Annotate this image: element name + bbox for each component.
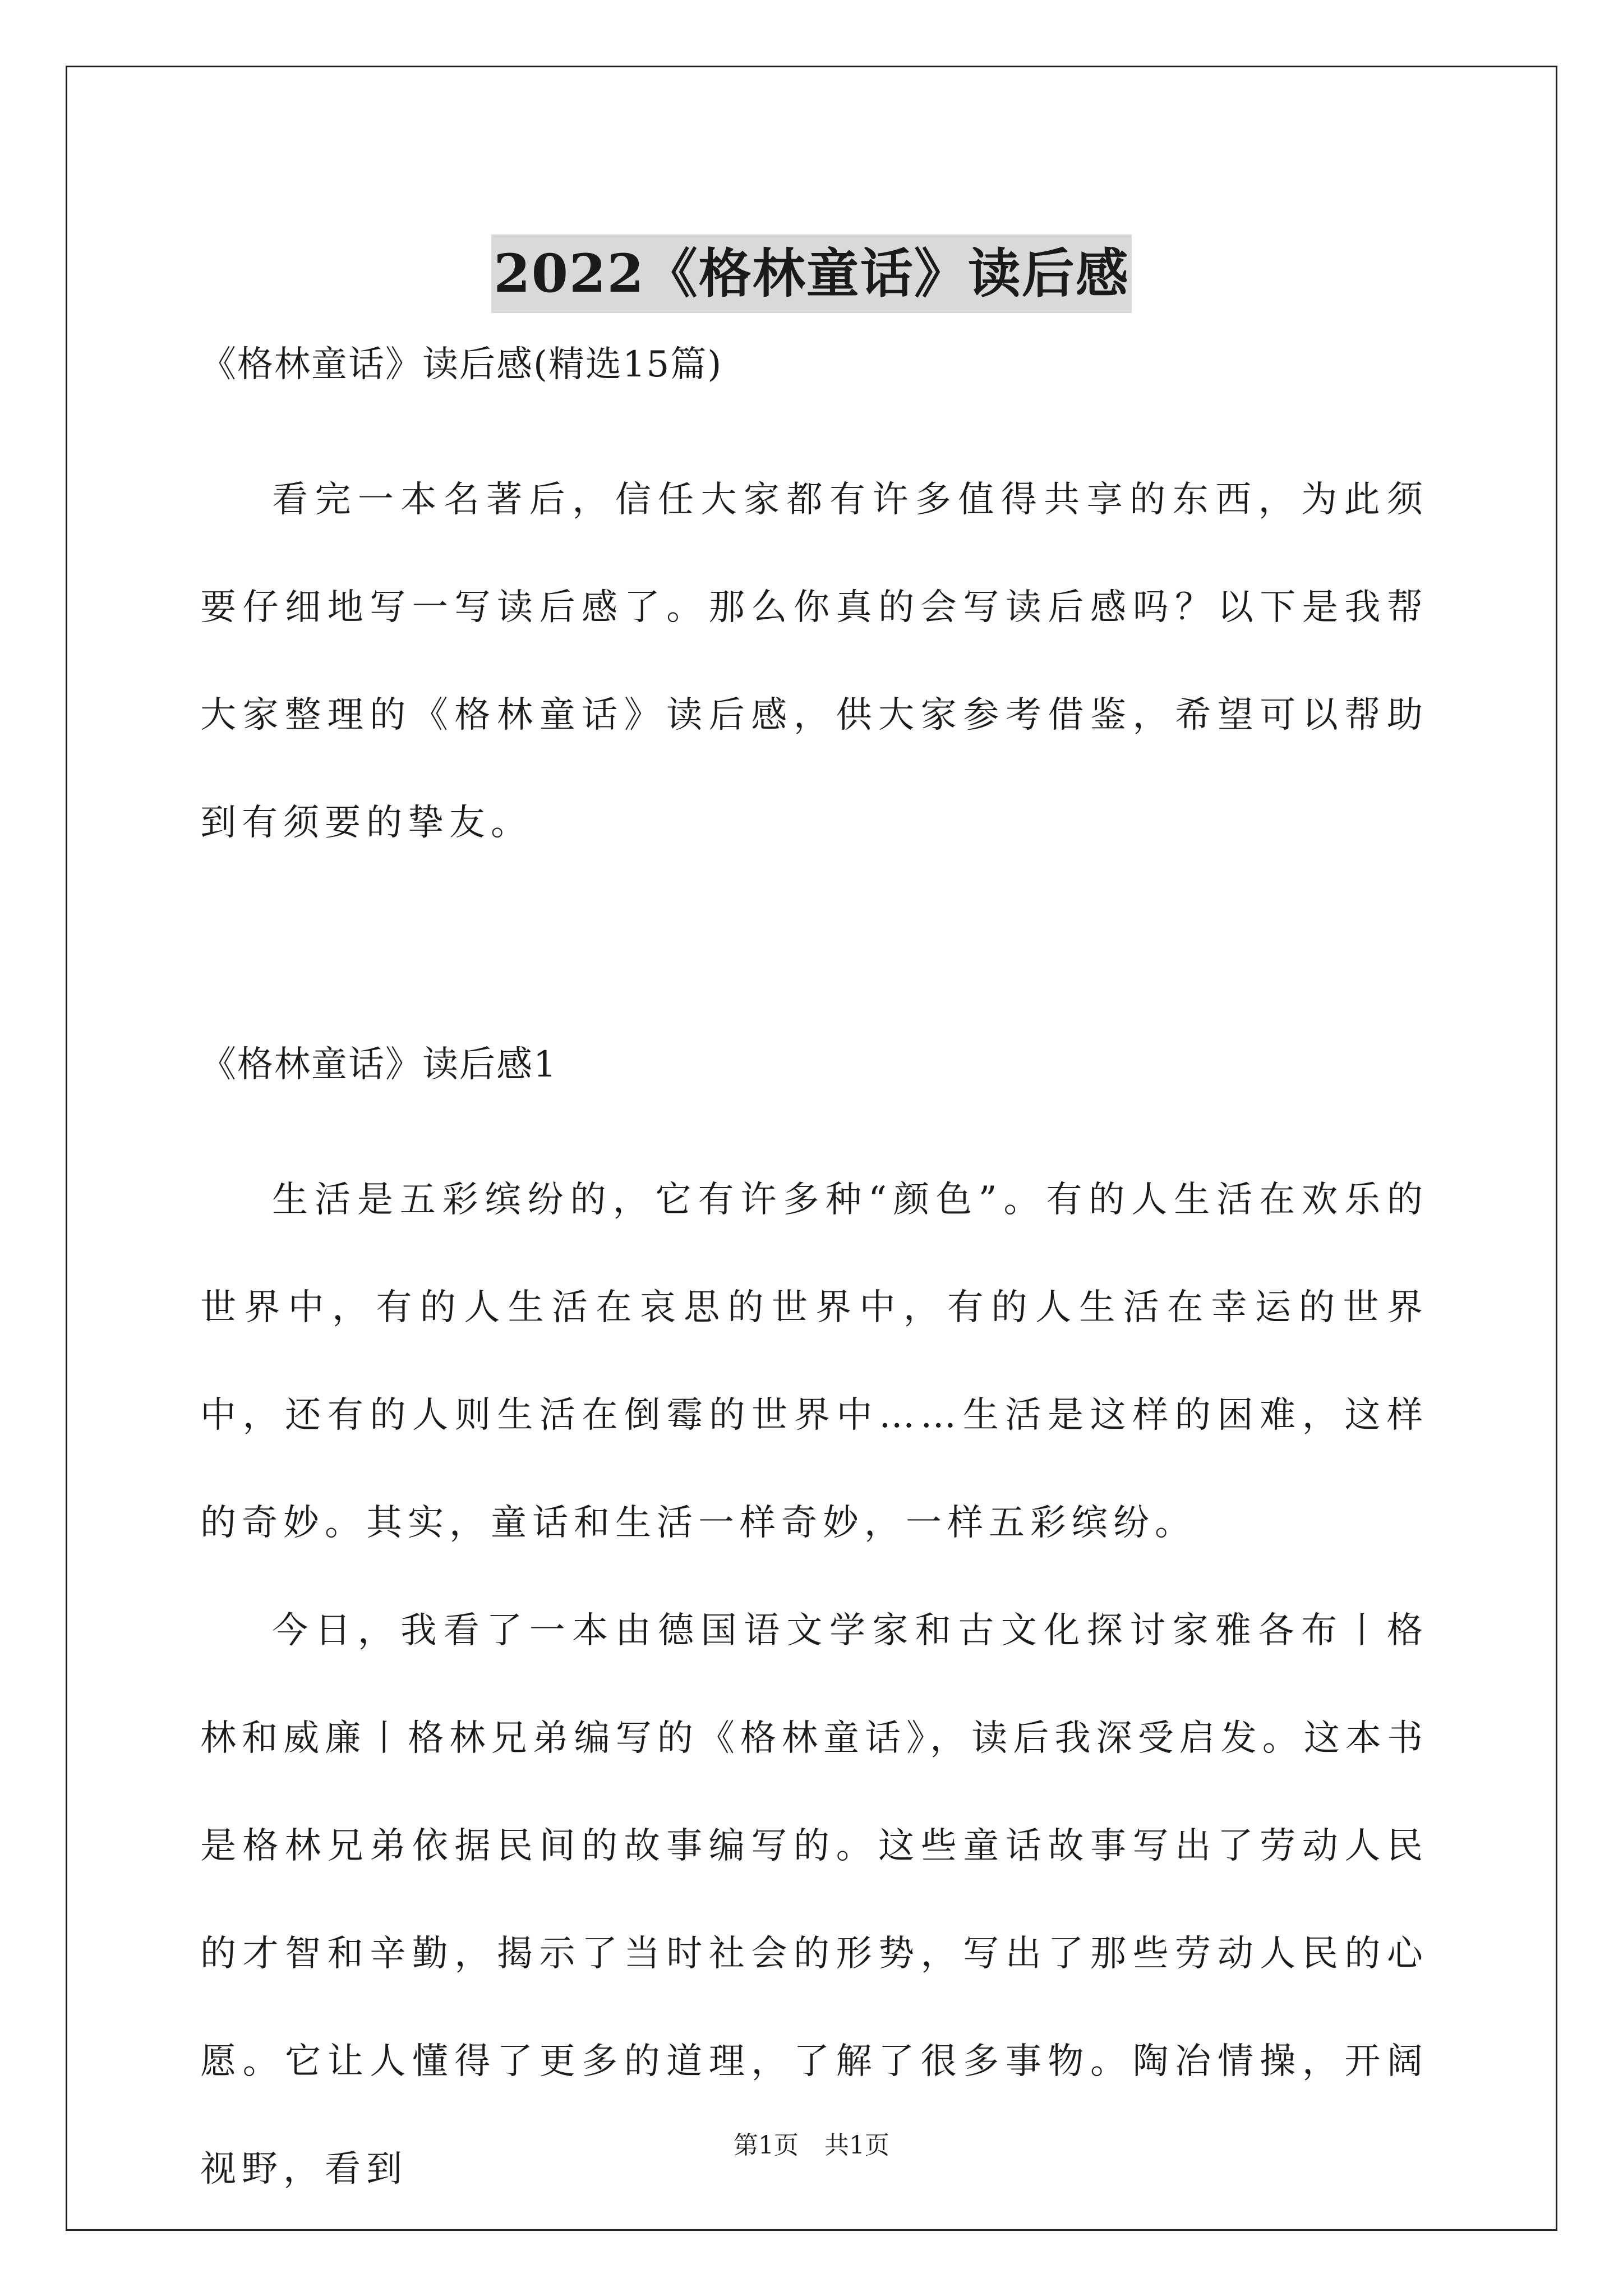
- document-subtitle: 《格林童话》读后感(精选15篇): [200, 344, 723, 385]
- document-body: [200, 337, 1428, 2223]
- intro-paragraph: 看完一本名著后，信任大家都有许多值得共享的东西，为此须要仔细地写一写读后感了。那么你真的会写读后感吗？以下是我帮大家整理的《格林童话》读后感，供大家参考借鉴，希望可以帮助到有须要的挚友。: [200, 479, 1428, 844]
- body-paragraph: 生活是五彩缤纷的，它有许多种“颜色”。有的人生活在欢乐的世界中，有的人生活在哀思的世界中，有的人生活在幸运的世界中，还有的人则生活在倒霉的世界中……生活是这样的困难，这样的奇妙。其实，童话和生活一样奇妙，一样五彩缤纷。: [200, 1179, 1428, 1544]
- page-number-current: 第1页: [734, 2131, 799, 2160]
- document-title: 2022《格林童话》读后感: [491, 234, 1132, 313]
- title-container: [0, 199, 1623, 348]
- body-paragraph: 今日，我看了一本由德国语文学家和古文化探讨家雅各布丨格林和威廉丨格林兄弟编写的《格林童话》，读后我深受启发。这本书是格林兄弟依据民间的故事编写的。这些童话故事写出了劳动人民的才智和辛勤，揭示了当时社会的形势，写出了那些劳动人民的心愿。它让人懂得了更多的道理，了解了很多事物。陶冶情操，开阔视野，看到: [200, 1610, 1428, 2190]
- page-footer: [0, 2129, 1623, 2162]
- page-number-total: 共1页: [824, 2131, 889, 2160]
- section-heading: 《格林童话》读后感1: [200, 1044, 557, 1085]
